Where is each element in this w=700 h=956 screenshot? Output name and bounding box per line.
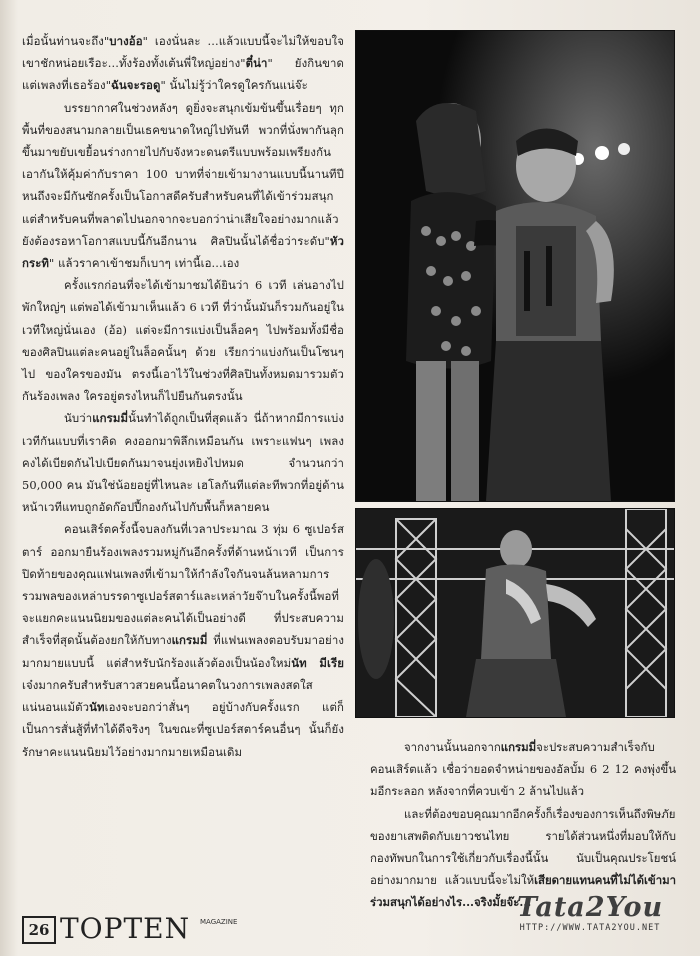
body-text: ครั้งแรกก่อนที่จะได้เข้ามาชมได้ยินว่า 6 เวที เล่นอางไปพักใหญ่ๆ แต่พอได้เข้ามาเห็นแล้ว 6 เวที ที่ว่านั้นมันก็รวมกันอยู่ในเวทีใหญ่นั่นเอง (อ้อ) แต่จะมีการแบ่งเป็นล็อคๆ ไปพร้อมทั้งมีชื่อของศิลปินแต่ละคนอยู่ในล็อคนั้นๆ ด้วย เรียกว่าแบ่งกันเป็นโซนๆ ไป ของใครของมัน ตรงนี้เอาไว้ในช่วงที่ศิลปินทั้งหมดมารวมตัวกันร้องเพลง ใครอยู่ตรงไหนก็ไปยืนกันตรงนั้น bbox=[22, 278, 344, 404]
magazine-logo: TOPTEN bbox=[60, 912, 191, 945]
emphasis-text: เสียดายแทนคนที่ไม่ได้เข้ามาร่วมสนุกได้อย่างไร...จริงมั้ยจ๊ะ... bbox=[370, 873, 676, 910]
page-number: 26 bbox=[22, 916, 56, 944]
concert-duo-image bbox=[356, 31, 674, 501]
paragraph-2 bbox=[22, 97, 344, 275]
emphasis-text: นัท มีเรีย bbox=[291, 655, 345, 670]
emphasis-text: ตี๋น่า bbox=[245, 56, 268, 71]
paragraph-4 bbox=[22, 407, 344, 518]
body-text: เจ๋งมากครับสำหรับสาวสวยคนนี้อนาคตในวงการเพลงสดใสแน่นอนแม้ตัว bbox=[22, 677, 313, 715]
emphasis-text: บางอ้อ bbox=[109, 34, 143, 48]
emphasis-text: หัวกระทิ bbox=[22, 233, 344, 271]
emphasis-text: แกรมมี่ bbox=[92, 411, 129, 426]
stage-singer-image bbox=[356, 509, 674, 717]
body-text: " นั้นไม่รู้ว่าใครดูใครกันแน่จ๊ะ bbox=[160, 78, 308, 93]
body-text: นับว่า bbox=[64, 411, 93, 426]
body-text: " แล้วราคาเข้าชมก็เบาๆ เท่านี้เอ...เอง bbox=[49, 256, 240, 271]
emphasis-text: แกรมมี่ bbox=[171, 633, 208, 648]
concert-duo-photo bbox=[355, 30, 675, 502]
paragraph-1 bbox=[22, 30, 344, 97]
paragraph-5 bbox=[22, 518, 344, 762]
magazine-logo-small: MAGAZINE bbox=[200, 918, 238, 926]
body-text: จะประสบความสำเร็จกับคอนเสิร์ตแล้ว เชื่อว่ายอดจำหน่ายของอัลบั้ม 6 2 12 คงพุ่งขึ้นมอีกระลอก หลังจากที่ควบเข้า 2 ล้านไปแล้ว bbox=[370, 740, 676, 799]
left-text-column bbox=[22, 30, 344, 763]
body-text: นั้นทำได้ถูกเป็นที่สุดแล้ว นี่ถ้าหากมีการแบ่งเวทีกันแบบที่เราคิด คงออกมาพิลึกเหมือนกัน เพราะแฟนๆ เพลงคงได้เบียดกันไปเบียดกันมาจนยุ่งเหยิงไปหมด จำนวนกว่า 50,000 คน มันใช่น้อยอยู่ที่ไหนละ เฮโลกันทีแต่ละทีพวกที่อยู่ด้านหน้าเวทีแทบถูกอัดก๊อปปี้กองกันไปกับพื้นก็หลายคน bbox=[22, 411, 344, 515]
emphasis-text: แกรมมี่ bbox=[500, 740, 537, 754]
body-text: เองจะบอกว่าสั่นๆ อยู่บ้างกับครั้งแรก แต่ก็เป็นการสั่นสู้ที่ทำได้ดีจริงๆ ในขณะที่ซูเปอร์สตาร์คนอื่นๆ นั้นก็ยังรักษาคะแนนนิยมไว้อย่างมากมายเหมือนเดิม bbox=[22, 700, 344, 759]
watermark bbox=[500, 893, 680, 934]
body-text: บรรยากาศในช่วงหลังๆ ดูยิ่งจะสนุกเข้มข้นขึ้นเรื่อยๆ ทุกพื้นที่ของสนามกลายเป็นเธคขนาดใหญ่ไปทันที พวกที่นั่งพากันลุกขึ้นมาขยับเขยื้อนร่างกายไปกับจังหวะดนตรีแบบพร้อมเพรียงกัน เอากันให้คุ้มค่ากับราคา 100 บาทที่จ่ายเข้ามางานแบบนี้นานทีปีหนถึงจะมีกันซักครั้งเป็นโอกาสดีครับสำหรับคนที่ได้เข้าร่วมสนุก แต่สำหรับคนที่พลาดไปนอกจากจะบอกว่าน่าเสียใจอย่างมากแล้วยังต้องรอหาโอกาสแบบนี้กันอีกนาน ศิลปินนั้นได้ชื่อว่าระดับ" bbox=[22, 100, 344, 248]
body-text: " เองนั่นละ ...แล้วแบบนี้จะไม่ให้ขอบใจเขาชักหน่อยเรือะ...ทั้งร้องทั้งเต้นพี่ใหญ่อย่าง" bbox=[22, 34, 344, 71]
body-text: เมื่อนั้นท่านจะถึง" bbox=[22, 34, 110, 48]
watermark-url: HTTP://WWW.TATA2YOU.NET bbox=[519, 923, 661, 933]
right-text-column bbox=[370, 736, 676, 914]
body-text: คอนเสิร์ตครั้งนี้จบลงกันที่เวลาประมาณ 3 ทุ่ม 6 ซูเปอร์สตาร์ ออกมายืนร้องเพลงรวมหมู่กันอีกครั้งที่ด้านหน้าเวที เป็นการปิดท้ายของคุณแฟนเพลงที่เข้ามาให้กำลังใจกันจนล้นหลามการรวมพลของเหล่าบรรดาซูเปอร์สตาร์และเหล่าวัยจ๊าบในครั้งนี้พอที่จะแยกคะแนนนิยมของแต่ละคนได้เป็นอย่างดี ที่ประสบความสำเร็จที่สุดนั้นต้องยกให้กับทาง bbox=[22, 522, 344, 648]
watermark-name: Tata2You bbox=[516, 892, 664, 923]
paragraph-3 bbox=[22, 274, 344, 407]
body-text: ที่แฟนเพลงตอบรับมาอย่างมากมายแบบนี้ แต่สำหรับนักร้องแล้วต้องเป็นน้องใหม่ bbox=[22, 633, 344, 670]
emphasis-text: ฉันจะรอดู bbox=[111, 78, 161, 93]
right-paragraph-1 bbox=[370, 736, 676, 803]
emphasis-text: นัท bbox=[89, 700, 105, 715]
body-text: และที่ต้องขอบคุณมากอีกครั้งก็เรื่องของการเห็นถึงพิษภัยของยาเสพติดกับเยาวชนไทย รายได้ส่วนหนึ่งที่มอบให้กับกองทัพบกในการใช้เกี่ยวกับเรื่องนี้นั้น นับเป็นคุณประโยชน์อย่างมากมาย แล้วแบบนี้จะไม่ให้ bbox=[370, 806, 676, 888]
body-text: " ยังกินขาด แต่เพลงที่เธอร้อง" bbox=[22, 56, 344, 93]
stage-singer-photo bbox=[355, 508, 675, 718]
body-text: จากงานนั้นนอกจาก bbox=[404, 740, 501, 754]
